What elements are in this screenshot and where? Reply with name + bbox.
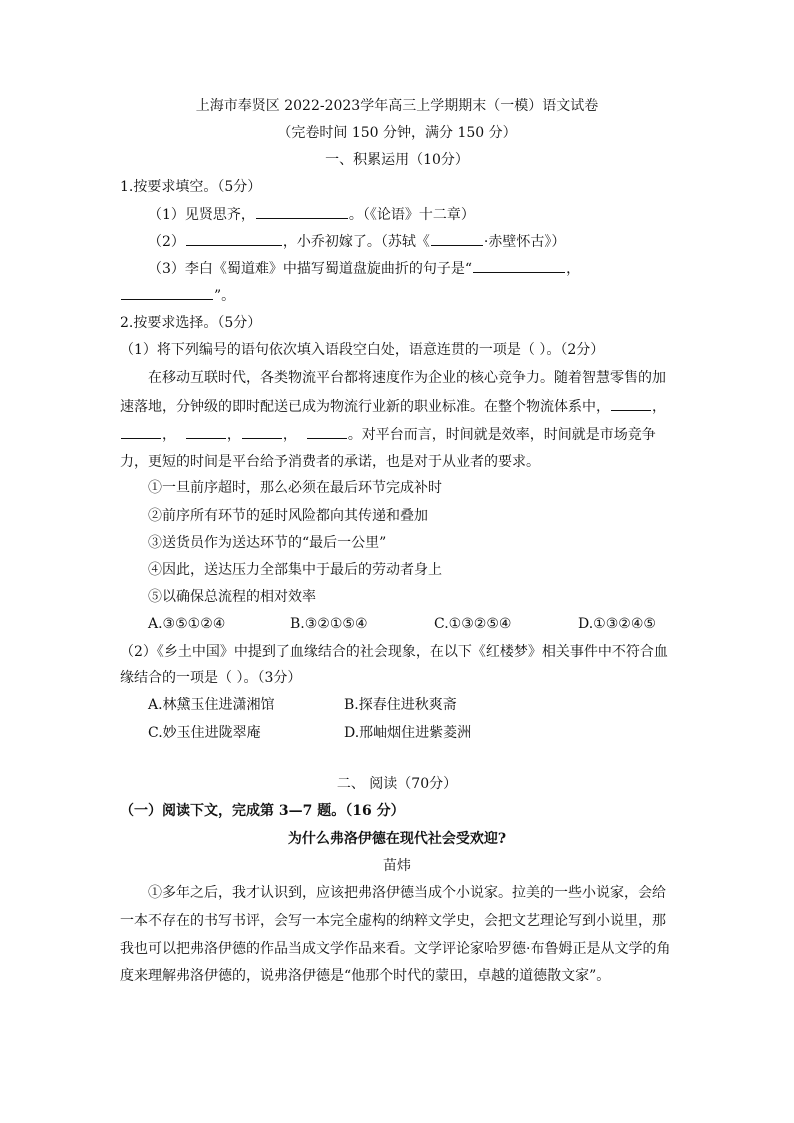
choice-d[interactable]: D.①③②④⑤ xyxy=(578,616,656,632)
answer-blank[interactable] xyxy=(242,424,282,439)
sub-question: 缘结合的一项是（ ）。（3分） xyxy=(120,670,302,686)
passage-line: 在移动互联时代，各类物流平台都将速度作为企业的核心竞争力。随着智慧零售的加 xyxy=(148,370,666,386)
item-text: （1）见贤思齐， xyxy=(148,207,255,223)
answer-blank[interactable] xyxy=(611,396,651,411)
fill-item xyxy=(148,258,580,279)
article-line: 一本不存在的书写书评，会写一本完全虚构的纳粹文学史，会把文艺理论写到小说里，那 xyxy=(120,913,666,929)
answer-blank[interactable] xyxy=(186,424,226,439)
item-text: 。（《论语》十二章） xyxy=(348,207,475,223)
article-line: ①多年之后，我才认识到，应该把弗洛伊德当成个小说家。拉美的一些小说家，会给 xyxy=(148,885,666,901)
question-stem: 1.按要求填空。（5分） xyxy=(120,179,262,195)
sentence-option: ④因此，送达压力全部集中于最后的劳动者身上 xyxy=(148,562,442,578)
item-text: ，小乔初嫁了。（苏轼《 xyxy=(282,234,430,250)
section-heading: 一、积累运用（10分） xyxy=(325,152,469,168)
passage-text: 速落地，分钟级的即时配送已成为物流行业新的职业标准。在整个物流体系中， xyxy=(120,399,610,415)
item-text: ·赤壁怀古》） xyxy=(483,234,566,250)
choice-a[interactable]: A.林黛玉住进潇湘馆 xyxy=(148,697,275,713)
item-text: （2） xyxy=(148,234,185,250)
choice-b[interactable]: B.探春住进秋爽斋 xyxy=(344,697,457,713)
reading-part-heading: （一）阅读下文，完成第 3—7 题。（16 分） xyxy=(120,803,405,819)
choice-b[interactable]: B.③②①⑤④ xyxy=(290,616,368,632)
item-text: （3）李白《蜀道难》中描写蜀道盘旋曲折的句子是“ xyxy=(148,261,473,277)
sentence-option: ⑤以确保总流程的相对效率 xyxy=(148,589,316,605)
fill-item xyxy=(148,231,565,252)
section-heading: 二、 阅读（70分） xyxy=(336,776,458,792)
choice-c[interactable]: C.妙玉住进陇翠庵 xyxy=(148,725,261,741)
sentence-option: ③送货员作为送达环节的“最后一公里” xyxy=(148,535,387,551)
exam-subtitle: （完卷时间 150 分钟，满分 150 分） xyxy=(277,125,517,141)
choice-a[interactable]: A.③⑤①②④ xyxy=(148,616,226,632)
exam-title: 上海市奉贤区 2022-2023学年高三上学期期末（一模）语文试卷 xyxy=(195,98,599,114)
answer-blank[interactable] xyxy=(473,258,565,273)
article-title: 为什么弗洛伊德在现代社会受欢迎? xyxy=(287,831,507,847)
passage-text: 。对平台而言，时间就是效率，时间就是市场竞争 xyxy=(347,427,656,443)
item-text: ， xyxy=(566,261,581,277)
answer-blank[interactable] xyxy=(186,231,282,246)
choice-d[interactable]: D.邢岫烟住进紫菱洲 xyxy=(344,725,472,741)
article-line: 度来理解弗洛伊德的，说弗洛伊德是“他那个时代的蒙田，卓越的道德散文家”。 xyxy=(120,968,611,984)
passage-text: ， xyxy=(226,427,241,443)
passage-line xyxy=(120,424,656,445)
question-stem: 2.按要求选择。（5分） xyxy=(120,315,262,331)
answer-blank[interactable] xyxy=(256,204,348,219)
answer-blank[interactable] xyxy=(121,285,213,300)
fill-item xyxy=(148,204,475,225)
sentence-option: ①一旦前序超时，那么必须在最后环节完成补时 xyxy=(148,480,442,496)
sub-question: （2）《乡土中国》中提到了血缘结合的社会现象，在以下《红楼梦》相关事件中不符合血 xyxy=(120,644,668,660)
passage-text: ， xyxy=(282,427,297,443)
item-text: ”。 xyxy=(214,288,236,304)
sub-question: （1）将下列编号的语句依次填入语段空白处，语意连贯的一项是（ ）。（2分） xyxy=(120,342,605,358)
answer-blank[interactable] xyxy=(121,424,161,439)
passage-text: ， xyxy=(652,399,666,415)
answer-blank[interactable] xyxy=(307,424,347,439)
article-author: 苗炜 xyxy=(383,858,411,874)
sentence-option: ②前序所有环节的延时风险都向其传递和叠加 xyxy=(148,508,428,524)
answer-blank[interactable] xyxy=(431,231,483,246)
passage-line xyxy=(120,396,666,417)
fill-item-continued xyxy=(120,285,235,306)
passage-line: 力，更短的时间是平台给予消费者的承诺，也是对于从业者的要求。 xyxy=(120,454,540,470)
choice-c[interactable]: C.①③②⑤④ xyxy=(434,616,512,632)
article-line: 我也可以把弗洛伊德的作品当成文学作品来看。文学评论家哈罗德·布鲁姆正是从文学的角 xyxy=(120,941,671,957)
passage-text: ， xyxy=(162,427,176,443)
